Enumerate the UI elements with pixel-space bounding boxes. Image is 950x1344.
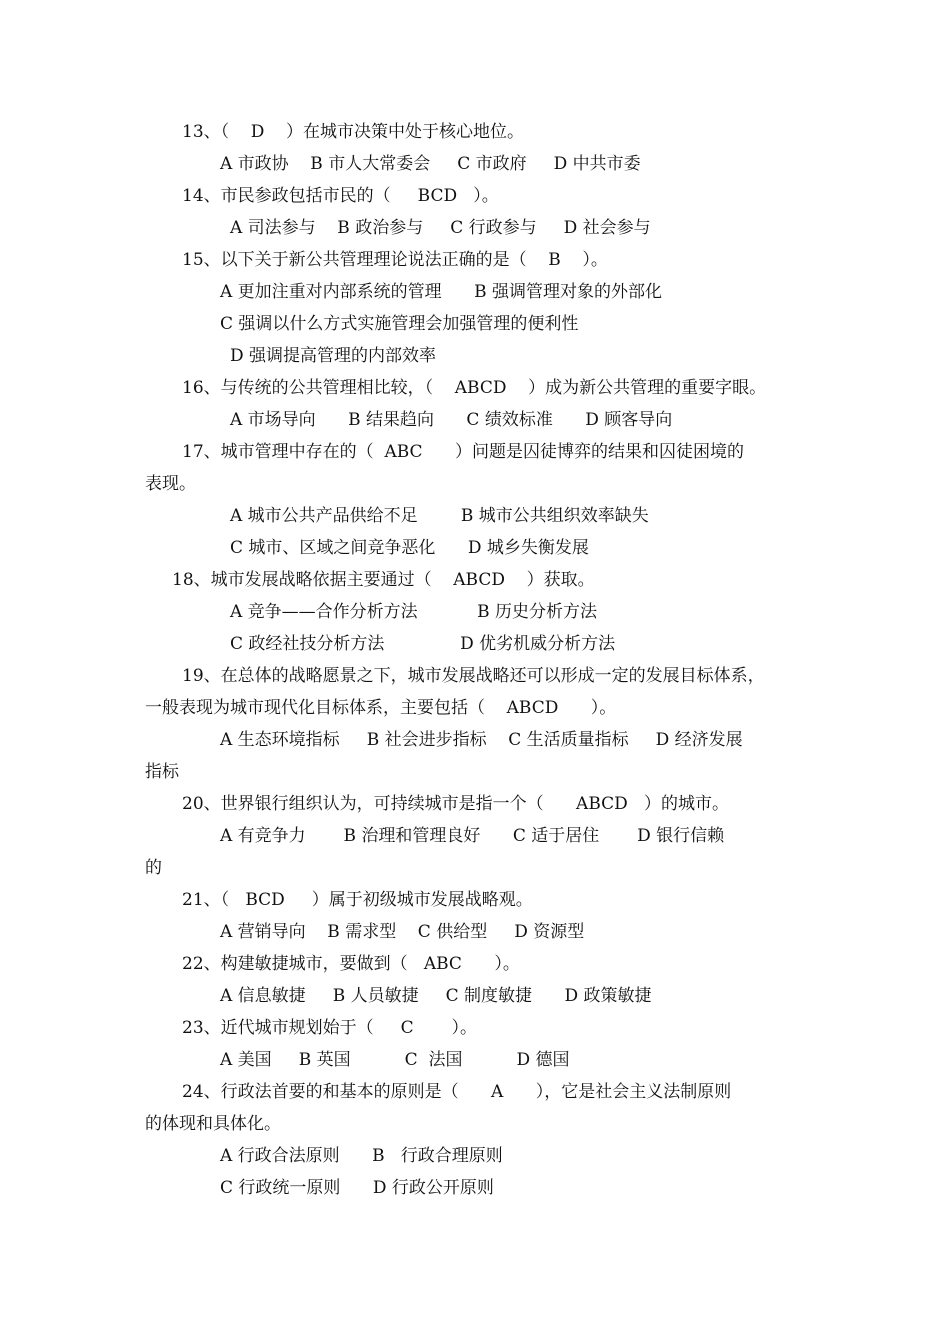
question-23-options: A 美国 B 英国 C 法国 D 德国 <box>220 1050 570 1070</box>
question-17-options-ab: A 城市公共产品供给不足 B 城市公共组织效率缺失 <box>230 506 649 526</box>
question-15: 15、以下关于新公共管理理论说法正确的是（ B ）。 <box>182 250 608 270</box>
question-19-options-wrap: 指标 <box>145 762 179 782</box>
question-15-options-ab: A 更加注重对内部系统的管理 B 强调管理对象的外部化 <box>220 282 662 302</box>
question-19: 19、在总体的战略愿景之下，城市发展战略还可以形成一定的发展目标体系， <box>182 666 765 686</box>
question-21: 21、（ BCD ）属于初级城市发展战略观。 <box>182 890 533 910</box>
question-20: 20、世界银行组织认为，可持续城市是指一个（ ABCD ）的城市。 <box>182 794 729 814</box>
question-22: 22、构建敏捷城市，要做到（ ABC ）。 <box>182 954 520 974</box>
question-24-continued: 的体现和具体化。 <box>145 1114 281 1134</box>
question-21-options: A 营销导向 B 需求型 C 供给型 D 资源型 <box>220 922 585 942</box>
question-15-option-c: C 强调以什么方式实施管理会加强管理的便利性 <box>220 314 579 334</box>
question-17: 17、城市管理中存在的（ ABC ）问题是囚徒博弈的结果和囚徒困境的 <box>182 442 744 462</box>
question-18-options-ab: A 竞争——合作分析方法 B 历史分析方法 <box>230 602 598 622</box>
question-20-options: A 有竞争力 B 治理和管理良好 C 适于居住 D 银行信赖 <box>220 826 725 846</box>
question-24: 24、行政法首要的和基本的原则是（ A ），它是社会主义法制原则 <box>182 1082 732 1102</box>
question-24-options-cd: C 行政统一原则 D 行政公开原则 <box>220 1178 494 1198</box>
question-14-options: A 司法参与 B 政治参与 C 行政参与 D 社会参与 <box>230 218 651 238</box>
question-19-continued: 一般表现为城市现代化目标体系，主要包括（ ABCD ）。 <box>145 698 617 718</box>
question-24-options-ab: A 行政合法原则 B 行政合理原则 <box>220 1146 503 1166</box>
question-16: 16、与传统的公共管理相比较，（ ABCD ）成为新公共管理的重要字眼。 <box>182 378 767 398</box>
question-16-options: A 市场导向 B 结果趋向 C 绩效标准 D 顾客导向 <box>230 410 673 430</box>
question-23: 23、近代城市规划始于（ C ）。 <box>182 1018 477 1038</box>
question-18: 18、城市发展战略依据主要通过（ ABCD ）获取。 <box>172 570 595 590</box>
question-13-options: A 市政协 B 市人大常委会 C 市政府 D 中共市委 <box>220 154 641 174</box>
question-15-option-d: D 强调提高管理的内部效率 <box>230 346 437 366</box>
question-14: 14、市民参政包括市民的（ BCD ）。 <box>182 186 499 206</box>
question-19-options: A 生态环境指标 B 社会进步指标 C 生活质量指标 D 经济发展 <box>220 730 743 750</box>
question-13: 13、（ D ）在城市决策中处于核心地位。 <box>182 122 524 142</box>
question-22-options: A 信息敏捷 B 人员敏捷 C 制度敏捷 D 政策敏捷 <box>220 986 652 1006</box>
question-17-continued: 表现。 <box>145 474 196 494</box>
question-17-options-cd: C 城市、区域之间竞争恶化 D 城乡失衡发展 <box>230 538 589 558</box>
question-18-options-cd: C 政经社技分析方法 D 优劣机威分析方法 <box>230 634 616 654</box>
question-20-options-wrap: 的 <box>145 858 162 878</box>
